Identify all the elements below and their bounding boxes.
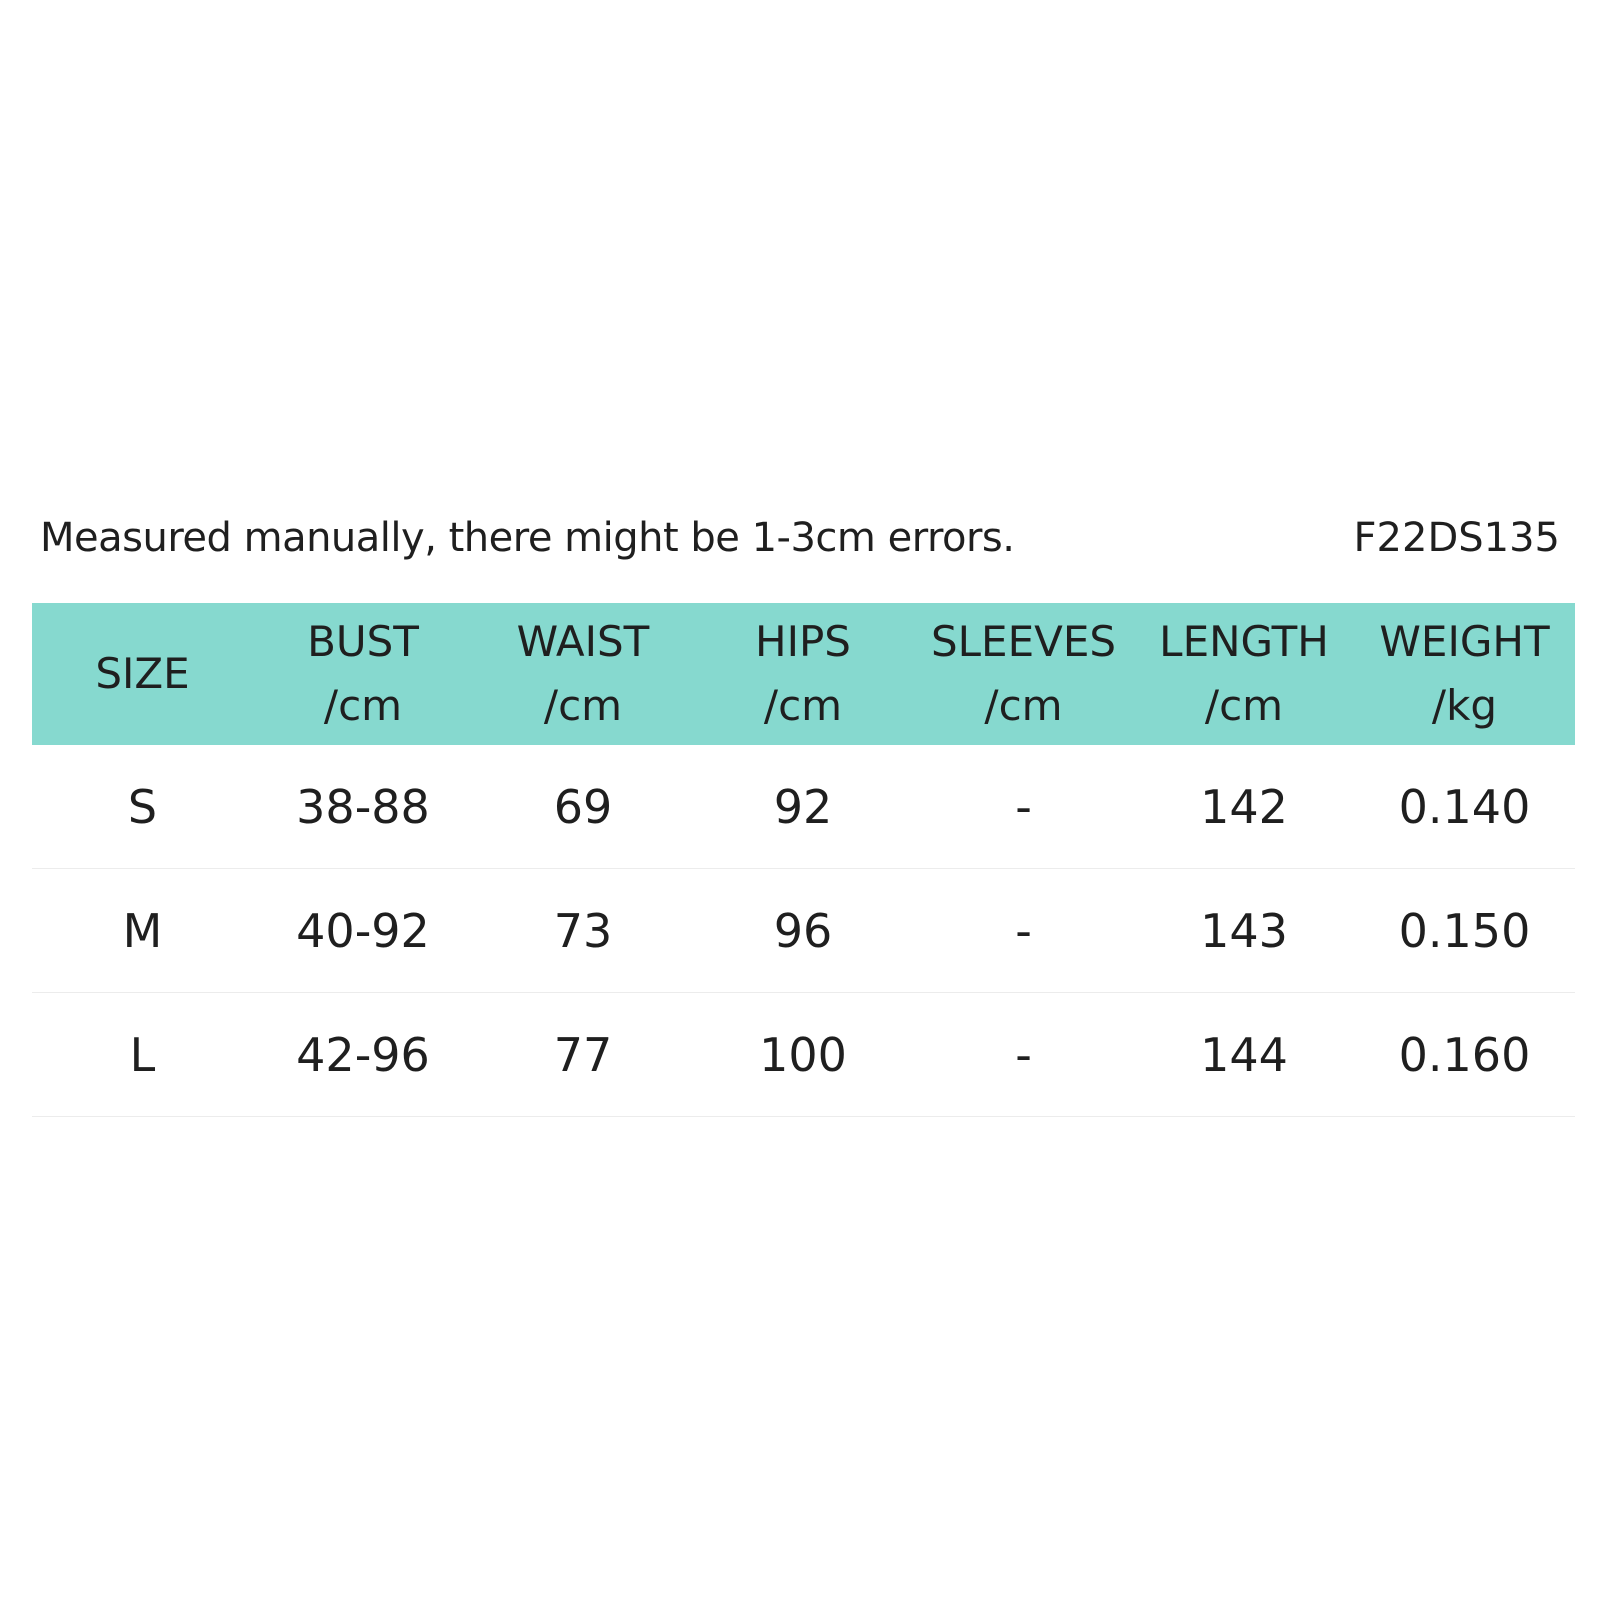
- measurement-note: Measured manually, there might be 1-3cm errors.: [40, 515, 1015, 561]
- column-header-name: WEIGHT: [1379, 617, 1550, 666]
- cell-size: M: [32, 869, 253, 993]
- column-header-sleeves: [913, 603, 1134, 745]
- table-row: [32, 993, 1575, 1117]
- table-row: [32, 869, 1575, 993]
- cell-size: S: [32, 745, 253, 869]
- cell-waist: 77: [473, 993, 693, 1117]
- cell-bust: 38-88: [253, 745, 473, 869]
- column-header-unit: /cm: [984, 681, 1063, 730]
- column-header-unit: /kg: [1431, 681, 1498, 730]
- cell-length: 142: [1134, 745, 1354, 869]
- cell-bust: 42-96: [253, 993, 473, 1117]
- column-header-name: SLEEVES: [930, 617, 1117, 666]
- cell-waist: 73: [473, 869, 693, 993]
- cell-hips: 92: [693, 745, 913, 869]
- column-header-name: WAIST: [516, 617, 650, 666]
- column-header-size: [32, 603, 253, 745]
- column-header-length: [1134, 603, 1354, 745]
- column-header-unit: /cm: [543, 681, 623, 730]
- header-note-row: [40, 508, 1560, 568]
- product-code: F22DS135: [1353, 515, 1560, 561]
- cell-sleeves: -: [913, 869, 1134, 993]
- cell-bust: 40-92: [253, 869, 473, 993]
- table-row: [32, 745, 1575, 869]
- cell-hips: 100: [693, 993, 913, 1117]
- cell-length: 143: [1134, 869, 1354, 993]
- table-header-row: [32, 603, 1575, 745]
- cell-size: L: [32, 993, 253, 1117]
- cell-weight: 0.150: [1354, 869, 1575, 993]
- column-header-unit: /cm: [323, 681, 403, 730]
- cell-sleeves: -: [913, 993, 1134, 1117]
- column-header-name: HIPS: [755, 617, 851, 666]
- column-header-hips: [693, 603, 913, 745]
- size-chart-table: [32, 603, 1575, 1117]
- column-header-unit: /cm: [1204, 681, 1284, 730]
- cell-sleeves: -: [913, 745, 1134, 869]
- column-header-name: BUST: [307, 617, 419, 666]
- cell-hips: 96: [693, 869, 913, 993]
- cell-waist: 69: [473, 745, 693, 869]
- cell-length: 144: [1134, 993, 1354, 1117]
- column-header-bust: [253, 603, 473, 745]
- column-header-waist: [473, 603, 693, 745]
- column-header-unit: /cm: [763, 681, 843, 730]
- cell-weight: 0.160: [1354, 993, 1575, 1117]
- column-header-name: LENGTH: [1159, 617, 1329, 666]
- column-header-name: SIZE: [95, 649, 190, 698]
- column-header-weight: [1354, 603, 1575, 745]
- cell-weight: 0.140: [1354, 745, 1575, 869]
